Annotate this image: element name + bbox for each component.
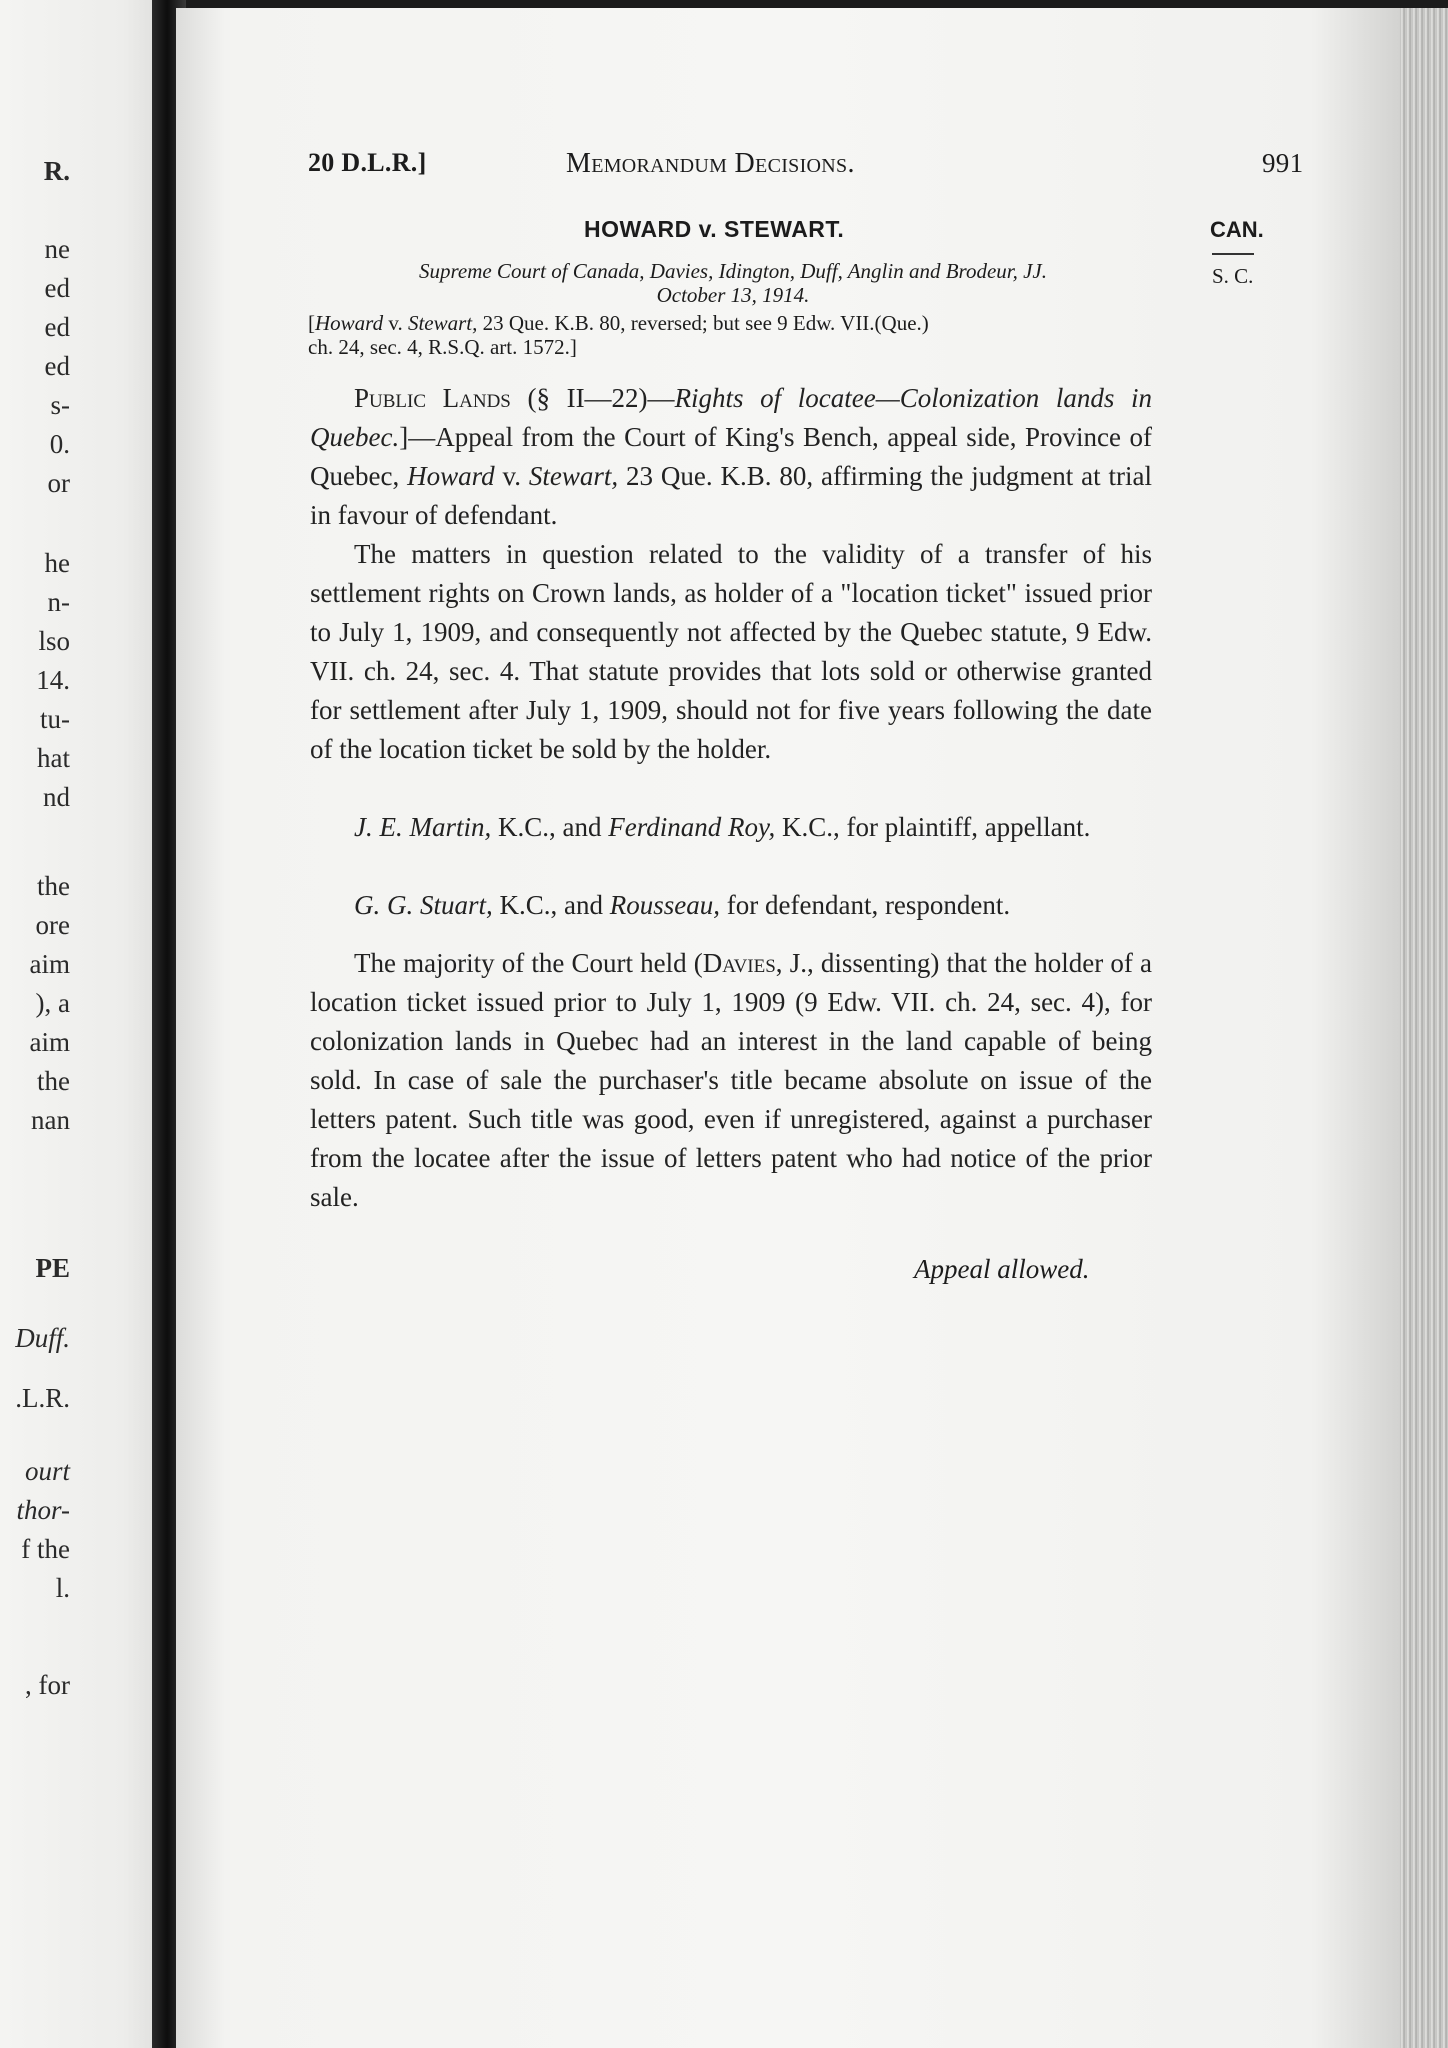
previous-page-text-fragment: s-: [50, 390, 70, 420]
headnote-text-end: 23 Que. K.B. 80, affirming the judgment at trial in favour of defendant.: [310, 461, 1152, 530]
page-number: 991: [1262, 148, 1304, 178]
previous-page-text-fragment: ourt: [24, 1456, 70, 1486]
previous-page-text-fragment: nd: [43, 782, 70, 812]
previous-page-text-fragment: nan: [31, 1105, 70, 1135]
previous-page-text-fragment: lso: [38, 626, 70, 656]
previous-page-text-fragment: .L.R.: [15, 1383, 70, 1413]
dissenting-judge: Davies: [702, 948, 776, 978]
court-line: Supreme Court of Canada, Davies, Idington, Duff, Anglin and Brodeur, JJ.: [418, 259, 1047, 283]
previous-page-text-fragment: Duff.: [15, 1323, 70, 1353]
previous-page-text-fragment: hat: [37, 743, 70, 773]
previous-page-text-fragment: ore: [35, 910, 70, 940]
citation-v: v.: [383, 311, 408, 335]
citation-line-2: ch. 24, sec. 4, R.S.Q. art. 1572.]: [308, 335, 577, 359]
counsel-name-2: Ferdinand Roy,: [608, 812, 776, 842]
counsel-text-3: K.C., and: [492, 890, 610, 920]
jurisdiction-rule: [1212, 253, 1254, 255]
decision-date: October 13, 1914.: [656, 283, 810, 307]
previous-page-text-fragment: f the: [21, 1534, 70, 1564]
jurisdiction-label: CAN.: [1210, 217, 1264, 242]
previous-page-text-fragment: PE: [35, 1253, 70, 1283]
court-abbreviation: S. C.: [1212, 264, 1254, 288]
citation-line-1: [308, 311, 1152, 335]
citation-party-1: Howard: [315, 311, 384, 335]
counsel-text-1: K.C., and: [491, 812, 609, 842]
citation-open: [: [308, 311, 315, 335]
running-head-volume: 20 D.L.R.]: [308, 148, 427, 177]
previous-page-text-fragment: , for: [25, 1670, 70, 1700]
previous-page-text-fragment: ), a: [35, 988, 70, 1018]
previous-page-text-fragment: he: [44, 548, 70, 578]
previous-page-text-fragment: 0.: [49, 429, 70, 459]
previous-page-text-fragment: ed: [44, 351, 70, 381]
previous-page-text-fragment: tu-: [40, 704, 70, 734]
citation-party-2: Stewart,: [407, 311, 478, 335]
holding-paragraph: [310, 944, 1152, 1217]
previous-page-text-fragment: the: [37, 1066, 70, 1096]
previous-page-text-fragment: R.: [43, 156, 70, 186]
holding-text-1: The majority of the Court held (: [354, 948, 703, 978]
previous-page-text-fragment: aim: [29, 949, 70, 979]
case-title: HOWARD v. STEWART.: [584, 216, 845, 242]
previous-page-text-fragment: l.: [55, 1573, 70, 1603]
previous-page-text-fragment: 14.: [36, 665, 70, 695]
headnote-subject: Rights of locatee—Colonization lands in Quebec.: [310, 383, 1153, 452]
previous-page-text-fragment: thor-: [16, 1495, 70, 1525]
previous-page-fragment: [0, 0, 176, 2048]
headnote-v: v.: [494, 461, 529, 491]
counsel-defendant-paragraph: [310, 886, 1152, 925]
headnote-paragraph: [310, 379, 1152, 535]
disposition: Appeal allowed.: [914, 1254, 1090, 1284]
previous-page-text-fragment: aim: [29, 1027, 70, 1057]
previous-page-text-fragment: n-: [47, 587, 70, 617]
running-head-section: Memorandum Decisions.: [566, 148, 855, 179]
counsel-name-4: Rousseau,: [609, 890, 721, 920]
previous-page-text-fragment: or: [47, 468, 70, 498]
counsel-name-3: G. G. Stuart,: [354, 890, 493, 920]
headnote-text: ]—Appeal from the Court of King's Bench, appeal side, Province of Quebec,: [310, 422, 1152, 491]
facts-paragraph: [310, 535, 1152, 769]
counsel-plaintiff-paragraph: [310, 808, 1152, 847]
previous-page-text-fragment: ed: [44, 273, 70, 303]
headnote-party-2: Stewart,: [528, 461, 619, 491]
previous-page-text-fragment: ed: [44, 312, 70, 342]
holding-text-2: , J., dissenting) that the holder of a location ticket issued prior to July 1, 1909 (9 Edw. VII. ch. 24, sec. 4), for colonization lands in Quebec had an interest in the land capable of being sold. In case of sale the purchaser's title became absolute on issue of the letters patent. Such title was good, even if unregistered, against a purchaser from the locatee after the issue of letters patent who had notice of the prior sale.: [310, 948, 1152, 1212]
facts-text: The matters in question related to the validity of a transfer of his settlement rights on Crown lands, as holder of a "location ticket" issued prior to July 1, 1909, and consequently not affected by the Quebec statute, 9 Edw. VII. ch. 24, sec. 4. That statute provides that lots sold or otherwise granted for settlement after July 1, 1909, should not for five years following the date of the location ticket be sold by the holder.: [310, 539, 1152, 764]
headnote-classification: (§ II—22)—: [510, 383, 675, 413]
counsel-name-1: J. E. Martin,: [354, 812, 492, 842]
previous-page-text-fragment: ne: [44, 234, 70, 264]
page-edge: [1400, 8, 1448, 2048]
previous-page-text-fragment: the: [37, 871, 70, 901]
headnote-topic: Public Lands: [354, 383, 511, 413]
counsel-text-2: K.C., for plaintiff, appellant.: [775, 812, 1091, 842]
counsel-text-4: for defendant, respondent.: [720, 890, 1011, 920]
citation-rest: 23 Que. K.B. 80, reversed; but see 9 Edw. VII.(Que.): [477, 311, 929, 335]
headnote-party-1: Howard: [407, 461, 495, 491]
